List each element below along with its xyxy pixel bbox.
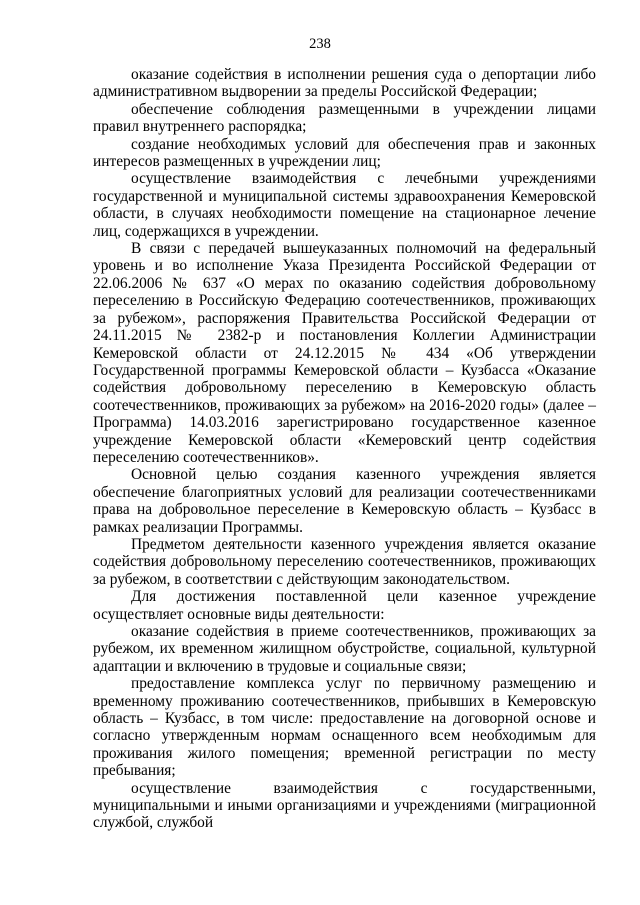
paragraph-reception-assistance: оказание содействия в приеме соотечественников, проживающих за рубежом, их временном жилищном обустройстве, социальной, культурной адаптации и включению в трудовые и социальные связи; <box>93 623 596 675</box>
page-number: 238 <box>309 36 331 52</box>
paragraph-medical-interaction: осуществление взаимодействия с лечебными учреждениями государственной и муниципальной системы здравоохранения Кемеровской области, в случаях необходимости помещение на стационарное лечение лиц, содержащихся в учреждении. <box>93 170 596 240</box>
paragraph-main-goal: Основной целью создания казенного учреждения является обеспечение благоприятных условий для реализации соотечественниками права на добровольное переселение в Кемеровскую область – Кузбасс в рамках реализации Программы. <box>93 466 596 536</box>
paragraph-activities-intro: Для достижения поставленной цели казенное учреждение осуществляет основные виды деятельности: <box>93 588 596 623</box>
paragraph-organization-interaction: осуществление взаимодействия с государственными, муниципальными и иными организациями и учреждениями (миграционной службой, службой <box>93 779 596 832</box>
paragraph-registration-background: В связи с передачей вышеуказанных полномочий на федеральный уровень и во исполнение Указа Президента Российской Федерации от 22.06.2006 № 637 «О мерах по оказанию содействия добровольному переселению в Российскую Федерацию соотечественников, проживающих за рубежом», распоряжения Правительства Российской Федерации от 24.11.2015 № 2382-р и постановления Коллегии Администрации Кемеровской области от 24.12.2015 № 434 «Об утверждении Государственной программы Кемеровской области – Кузбасса «Оказание содействия добровольному переселению в Кемеровскую область соотечественников, проживающих за рубежом» на 2016-2020 годы» (далее – Программа) 14.03.2016 зарегистрировано государственное казенное учреждение Кемеровской области «Кемеровский центр содействия переселению соотечественников». <box>93 240 596 466</box>
paragraph-rights-conditions: создание необходимых условий для обеспечения прав и законных интересов размещенных в учреждении лиц; <box>93 135 596 171</box>
paragraph-internal-rules: обеспечение соблюдения размещенными в учреждении лицами правил внутреннего распорядка; <box>93 100 596 136</box>
paragraph-subject-of-activity: Предметом деятельности казенного учреждения является оказание содействия добровольному переселению соотечественников, проживающих за рубежом, в соответствии с действующим законодательством. <box>93 535 596 588</box>
paragraph-deportation-assistance: оказание содействия в исполнении решения суда о депортации либо административном выдворении за пределы Российской Федерации; <box>93 66 596 101</box>
paragraph-accommodation-services: предоставление комплекса услуг по первичному размещению и временному проживанию соотечественников, прибывших в Кемеровскую область – Кузбасс, в том числе: предоставление на договорной основе и согласно утвержденным нормам оснащенного всем необходимым для проживания жилого помещения; временной регистрации по месту пребывания; <box>93 675 596 780</box>
document-body <box>93 66 596 832</box>
